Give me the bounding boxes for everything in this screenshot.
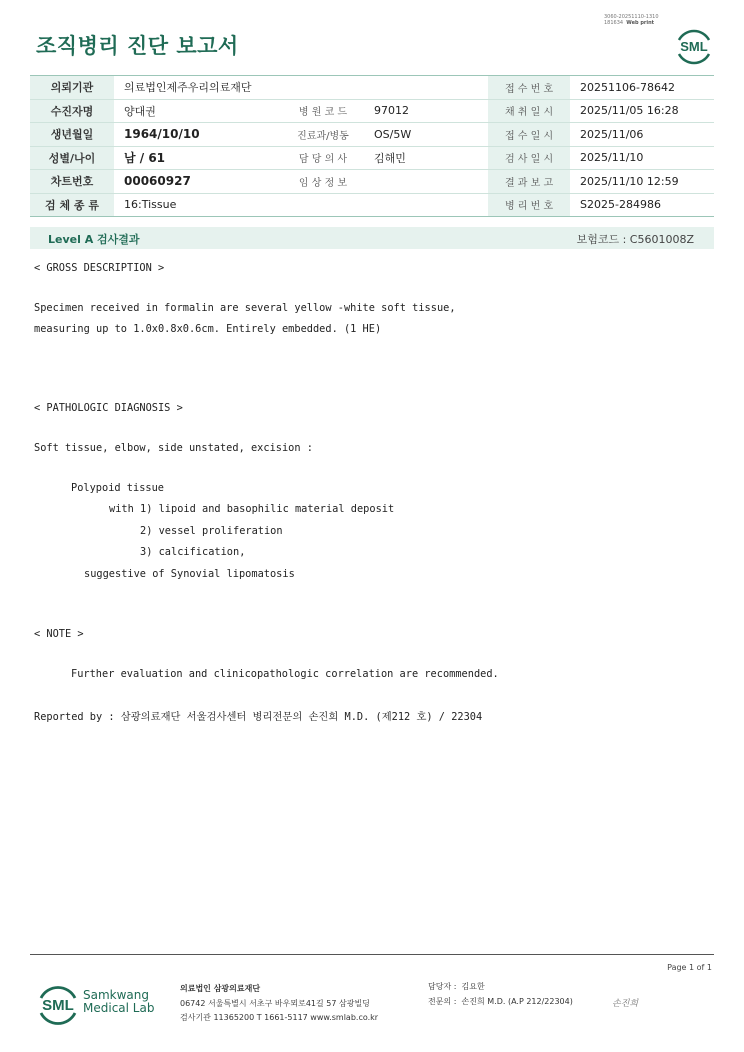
section-heading-gross: < GROSS DESCRIPTION >: [34, 262, 165, 274]
insurance-code: 보험코드 : C5601008Z: [576, 233, 694, 246]
brand-line2: Medical Lab: [83, 1001, 155, 1015]
cell-value: 20251106-78642: [570, 76, 714, 100]
report-line: Soft tissue, elbow, side unstated, excision :: [34, 442, 313, 454]
staff-info: [428, 980, 573, 1009]
cell-label: 성별/나이: [30, 146, 114, 170]
sml-footer-logo-icon: [36, 983, 80, 1027]
report-line: Further evaluation and clinicopathologic correlation are recommended.: [71, 668, 499, 680]
print-tag: [604, 14, 659, 26]
level-bar: [30, 227, 714, 249]
cell-value: OS/5W: [364, 123, 488, 147]
info-row: [30, 99, 714, 123]
specialist-label: 전문의 :: [428, 996, 457, 1006]
cell-value: [364, 170, 488, 194]
report-line: measuring up to 1.0x0.8x0.6cm. Entirely embedded. (1 HE): [34, 323, 382, 335]
cell-label: 병 원 코 드: [282, 99, 364, 123]
cell-value: 00060927: [114, 170, 282, 194]
cell-label: 결 과 보 고: [488, 170, 570, 194]
cell-value: 2025/11/10 12:59: [570, 170, 714, 194]
info-row: [30, 146, 714, 170]
print-tag-label: Web print: [626, 20, 655, 26]
staff-label: 담당자 :: [428, 982, 457, 991]
cell-label: 접 수 번 호: [488, 76, 570, 100]
sml-footer-logo-text: SML: [42, 997, 74, 1014]
report-title: 조직병리 진단 보고서: [36, 34, 239, 58]
cell-value: 양대권: [114, 99, 282, 123]
cell-label: 접 수 일 시: [488, 123, 570, 147]
cell-value: 의료법인제주우리의료재단: [114, 76, 488, 100]
brand-name: [83, 989, 154, 1015]
cell-label: 채 취 일 시: [488, 99, 570, 123]
corp-info: [180, 982, 378, 1026]
section-heading-diagnosis: < PATHOLOGIC DIAGNOSIS >: [34, 402, 183, 414]
cell-label: 수진자명: [30, 99, 114, 123]
signature: 손진희: [612, 999, 639, 1009]
cell-label: 생년월일: [30, 123, 114, 147]
cell-value: 김해민: [364, 146, 488, 170]
info-row: [30, 76, 714, 100]
cell-value: 2025/11/10: [570, 146, 714, 170]
cell-label: 의뢰기관: [30, 76, 114, 100]
cell-value: S2025-284986: [570, 193, 714, 217]
print-tag-id: 181634: [604, 20, 624, 26]
reported-by: Reported by : 삼광의료재단 서울검사센터 병리전문의 손진희 M.D. (제212 호) / 22304: [34, 711, 483, 723]
sml-logo-icon: [674, 26, 714, 66]
corp-contact: 검사기관 11365200 T 1661-5117 www.smlab.co.kr: [180, 1013, 379, 1022]
corp-name: 의료법인 삼광의료재단: [180, 984, 261, 993]
cell-label: 검 체 종 류: [30, 193, 114, 217]
cell-value: 2025/11/06: [570, 123, 714, 147]
info-row: [30, 193, 714, 217]
report-line: Polypoid tissue: [71, 482, 164, 494]
section-heading-note: < NOTE >: [34, 628, 84, 640]
cell-label: 담 당 의 사: [282, 146, 364, 170]
report-line: 2) vessel proliferation: [140, 525, 283, 537]
print-tag-line1: 3060-20251110-1310: [604, 14, 659, 20]
cell-label: 차트번호: [30, 170, 114, 194]
cell-value: 남 / 61: [114, 146, 282, 170]
cell-value: 97012: [364, 99, 488, 123]
cell-label: 병 리 번 호: [488, 193, 570, 217]
info-row: [30, 170, 714, 194]
report-line: suggestive of Synovial lipomatosis: [84, 568, 295, 580]
report-line: Specimen received in formalin are several yellow -white soft tissue,: [34, 302, 456, 314]
cell-value: 1964/10/10: [114, 123, 282, 147]
staff-name: 김요한: [461, 982, 485, 991]
level-label: Level A 검사결과: [48, 233, 140, 246]
patient-info-table: [30, 75, 714, 217]
footer-divider: [30, 954, 714, 955]
cell-label: 검 사 일 시: [488, 146, 570, 170]
cell-label: 진료과/병동: [282, 123, 364, 147]
cell-value: 2025/11/05 16:28: [570, 99, 714, 123]
specialist-name: 손진희 M.D. (A.P 212/22304): [461, 996, 573, 1006]
brand-line1: Samkwang: [83, 988, 149, 1002]
page-number: Page 1 of 1: [667, 963, 712, 972]
report-line: with 1) lipoid and basophilic material deposit: [109, 503, 395, 515]
sml-logo-text: SML: [680, 39, 708, 54]
report-line: 3) calcification,: [140, 546, 246, 558]
info-row: [30, 123, 714, 147]
cell-label: 임 상 정 보: [282, 170, 364, 194]
cell-value: 16:Tissue: [114, 193, 488, 217]
corp-address: 06742 서울특별시 서초구 바우뫼로41길 57 삼광빌딩: [180, 998, 370, 1008]
